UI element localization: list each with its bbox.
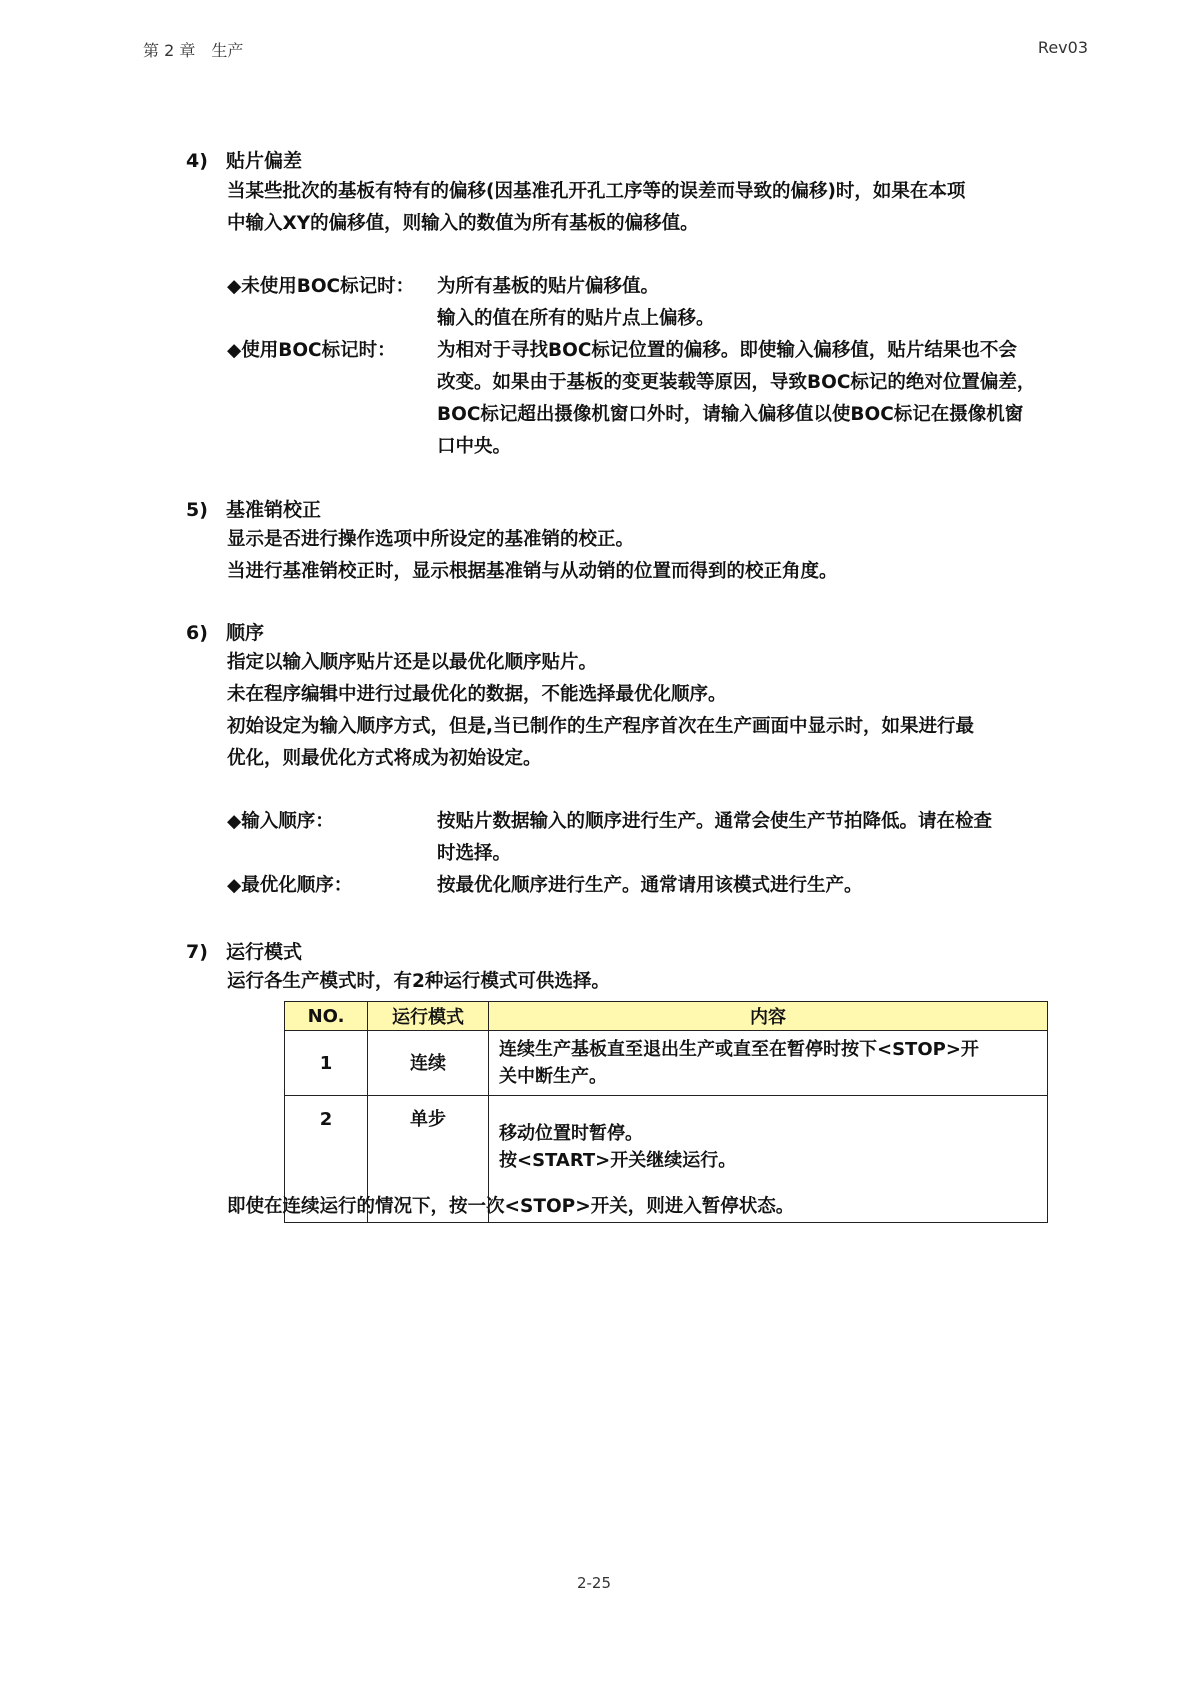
cell-mode: 连续 [368,1031,489,1096]
bullet-desc [437,271,1082,335]
cell-line: 关中断生产。 [499,1066,607,1087]
bullet-desc [437,806,1082,870]
cell-mode: 单步 [368,1096,489,1223]
cell-content [489,1031,1048,1096]
section-7-note: 即使在连续运行的情况下，按一次<STOP>开关，则进入暂停状态。 [227,1196,795,1217]
desc-line: 时选择。 [437,843,512,864]
section-number: 6) [186,622,208,644]
section-5-title [186,495,321,522]
desc-line: 为所有基板的贴片偏移值。 [437,276,660,297]
paragraph-line: 中输入XY的偏移值，则输入的数值为所有基板的偏移值。 [227,213,699,234]
desc-line: 改变。如果由于基板的变更装载等原因，导致BOC标记的绝对位置偏差， [437,372,1036,393]
bullet-desc [437,335,1082,463]
column-header-content: 内容 [489,1002,1048,1031]
column-header-no: NO. [285,1002,368,1031]
column-header-mode: 运行模式 [368,1002,489,1031]
bullet-input-order [227,806,1082,870]
table-header-row [285,1002,1048,1031]
chapter-header: 第 2 章 生产 [143,41,244,60]
page-number: 2-25 [576,1574,612,1592]
bullet-term: ◆最优化顺序： [227,875,353,896]
revision-label: Rev03 [1037,38,1088,57]
section-heading: 顺序 [226,622,265,644]
cell-line: 移动位置时暂停。 [499,1123,643,1144]
paragraph-line: 当某些批次的基板有特有的偏移(因基准孔开孔工序等的误差而导致的偏移)时，如果在本项 [227,181,966,202]
paragraph-line: 当进行基准销校正时，显示根据基准销与从动销的位置而得到的校正角度。 [227,561,838,582]
bullet-term: ◆未使用BOC标记时： [227,276,415,297]
paragraph-line: 优化，则最优化方式将成为初始设定。 [227,748,542,769]
section-heading: 贴片偏差 [226,150,303,172]
desc-line: 按贴片数据输入的顺序进行生产。通常会使生产节拍降低。请在检查 [437,811,993,832]
paragraph-line: 初始设定为输入顺序方式，但是,当已制作的生产程序首次在生产画面中显示时，如果进行最 [227,716,975,737]
section-number: 4) [186,150,208,172]
paragraph-line: 指定以输入顺序贴片还是以最优化顺序贴片。 [227,652,598,673]
desc-line: 按最优化顺序进行生产。通常请用该模式进行生产。 [437,875,863,896]
section-number: 5) [186,499,208,521]
bullet-term: ◆使用BOC标记时： [227,340,396,361]
section-6-title [186,618,264,645]
section-4-title [186,146,302,173]
table-row [285,1031,1048,1096]
cell-no: 1 [285,1031,368,1096]
desc-line: 为相对于寻找BOC标记位置的偏移。即使输入偏移值，贴片结果也不会 [437,340,1017,361]
desc-line: 口中央。 [437,436,512,457]
section-number: 7) [186,941,208,963]
bullet-optimized-order [227,870,1082,902]
cell-line: 按<START>开关继续运行。 [499,1150,737,1171]
section-heading: 运行模式 [226,941,303,963]
bullet-use-boc [227,335,1082,463]
section-heading: 基准销校正 [226,499,322,521]
section-5-body [227,524,1082,588]
section-4-body [227,176,1082,240]
paragraph-line: 未在程序编辑中进行过最优化的数据，不能选择最优化顺序。 [227,684,727,705]
cell-line: 连续生产基板直至退出生产或直至在暂停时按下<STOP>开 [499,1039,979,1060]
desc-line: BOC标记超出摄像机窗口外时，请输入偏移值以使BOC标记在摄像机窗 [437,404,1024,425]
desc-line: 输入的值在所有的贴片点上偏移。 [437,308,715,329]
section-7-title [186,937,302,964]
section-7-intro: 运行各生产模式时，有2种运行模式可供选择。 [227,971,610,992]
bullet-desc [437,870,1082,902]
run-mode-table [284,1001,1048,1223]
paragraph-line: 显示是否进行操作选项中所设定的基准销的校正。 [227,529,635,550]
section-6-body [227,647,1082,775]
bullet-term: ◆输入顺序： [227,811,334,832]
cell-no: 2 [285,1096,368,1223]
bullet-no-boc [227,271,1082,335]
